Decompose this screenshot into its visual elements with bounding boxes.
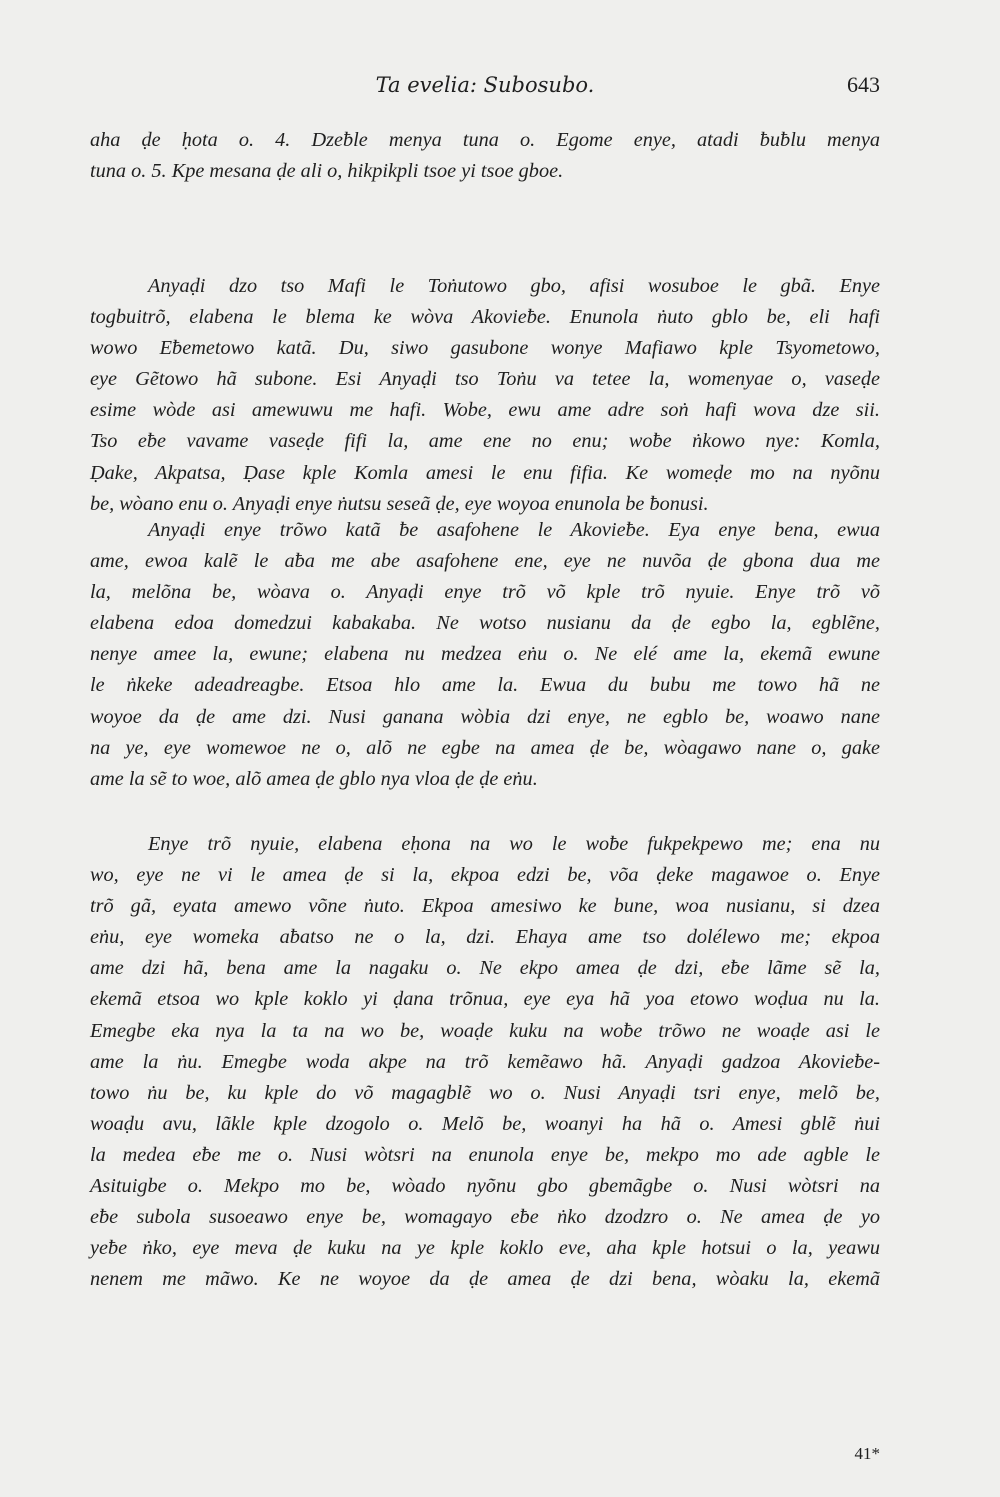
text-line: towo ṅu be, ku kple do võ magagblẽ wo o. Nusi Anyaḍi tsri enye, melõ be, [90,1081,880,1104]
paragraph-text [90,515,880,795]
text-line: trõ gã, eyata amewo võne ṅuto. Ekpoa amesiwo ke bune, woa nusianu, si dzea [90,895,880,918]
text-line: la, melõna be, wòava o. Anyaḍi enye trõ võ kple trõ nyuie. Enye trõ võ [90,581,880,604]
text-line: na ye, eye womewoe ne o, alõ ne egbe na amea ḍe be, wòagawo nane o, gake [90,736,880,759]
paragraph-text [90,271,880,520]
paragraph-text [90,829,880,1295]
text-line: Ḍake, Akpatsa, Ḍase kple Komla amesi le enu fifia. Ke womeḍe mo na nyõnu [90,461,880,484]
running-title: Ta evelia: Subosubo. [375,73,595,97]
text-line: Asituigbe o. Mekpo mo be, wòado nyõnu gbo gbemãgbe o. Nusi wòtsri na [90,1175,880,1198]
text-line: nenem me mãwo. Ke ne woyoe da ḍe amea ḍe dzi bena, wòaku la, ekemã [90,1268,880,1291]
paragraph-text [90,125,880,187]
text-line: Tso eƀe vavame vaseḍe fifi la, ame ene no enu; woƀe ṅkowo nye: Komla, [90,430,880,453]
text-line: yeƀe ṅko, eye meva ḍe kuku na ye kple koklo eve, aha kple hotsui o la, yeawu [90,1237,880,1260]
text-line: esime wòde asi amewuwu me hafi. Wobe, ewu ame adre soṅ hafi wova dze sii. [90,399,880,422]
text-line: Emegbe eka nya la ta na wo be, woaḍe kuku na woƀe trõwo ne woaḍe asi le [90,1019,880,1042]
text-line: ame dzi hã, bena ame la nagaku o. Ne ekpo amea ḍe dzi, eƀe lãme sẽ la, [90,957,880,980]
text-line: be, wòano enu o. Anyaḍi enye ṅutsu seseã ḍe, eye woyoa enunola be ƀonusi. [90,492,709,515]
text-line: aha ḍe ḥota o. 4. Dzeƀle menya tuna o. Egome enye, atadi ƀuƀlu menya [90,129,880,151]
text-line: wo, eye ne vi le amea ḍe si la, ekpoa edzi be, võa ḍeke magawoe o. Enye [90,864,880,887]
text-line: ame la sẽ to woe, alõ amea ḍe gblo nya vloa ḍe ḍe eṅu. [90,767,538,790]
text-line: wowo Eƀemetowo katã. Du, siwo gasubone wonye Mafiawo kple Tsyometowo, [90,337,880,360]
text-line: Anyaḍi enye trõwo katã ƀe asafohene le Akovieƀe. Eya enye bena, ewua [148,519,880,541]
paragraph-2 [90,271,880,520]
text-line: eṅu, eye womeka aƀatso ne o la, dzi. Ehaya ame tso dolélewo me; ekpoa [90,926,880,949]
text-line: elabena edoa domedzui kabakaba. Ne wotso nusianu da ḍe egbo la, egblẽne, [90,612,880,635]
text-line: tuna o. 5. Kpe mesana ḍe ali o, hikpikpli tsoe yi tsoe gboe. [90,160,564,183]
text-line: eƀe subola susoeawo enye be, womagayo eƀe ṅko dzodzro o. Ne amea ḍe yo [90,1206,880,1229]
paragraph-1 [90,125,880,187]
paragraph-3 [90,515,880,795]
text-line: ame la ṅu. Emegbe woda akpe na trõ kemẽawo hã. Anyaḍi gadzoa Akovieƀe- [90,1050,880,1073]
text-line: ekemã etsoa wo kple koklo yi ḍana trõnua, eye eya hã yoa etowo woḍua nu la. [90,988,880,1011]
text-line: Enye trõ nyuie, elabena eḥona na wo le woƀe fukpekpewo me; ena nu [148,833,880,855]
text-line: ame, ewoa kalẽ le aƀa me abe asafohene ene, eye ne nuvõa ḍe gbona dua me [90,550,880,573]
text-line: woaḍu avu, lãkle kple dzogolo o. Melõ be, woanyi ha hã o. Amesi gblẽ ṅui [90,1112,880,1135]
text-line: le ṅkeke adeadreagbe. Etsoa hlo ame la. Ewua du bubu me towo hã ne [90,674,880,697]
paragraph-4 [90,829,880,1295]
text-line: la medea eƀe me o. Nusi wòtsri na enunola enye be, mekpo mo ade agble le [90,1143,880,1166]
signature-mark: 41* [854,1444,880,1463]
text-line: nenye amee la, ewune; elabena nu medzea eṅu o. Ne elé ame la, ekemã ewune [90,643,880,666]
text-line: togbuitrõ, elabena le blema ke wòva Akovieƀe. Enunola ṅuto gblo be, eli hafi [90,306,880,329]
page-number: 643 [847,72,880,97]
text-line: woyoe da ḍe ame dzi. Nusi ganana wòbia dzi enye, ne egblo be, woawo nane [90,705,880,728]
text-line: Anyaḍi dzo tso Mafi le Toṅutowo gbo, afisi wosuboe le gbã. Enye [148,275,880,297]
running-header [90,70,880,100]
text-line: eye Gẽtowo hã subone. Esi Anyaḍi tso Toṅu va tetee la, womenyae o, vaseḍe [90,368,880,391]
